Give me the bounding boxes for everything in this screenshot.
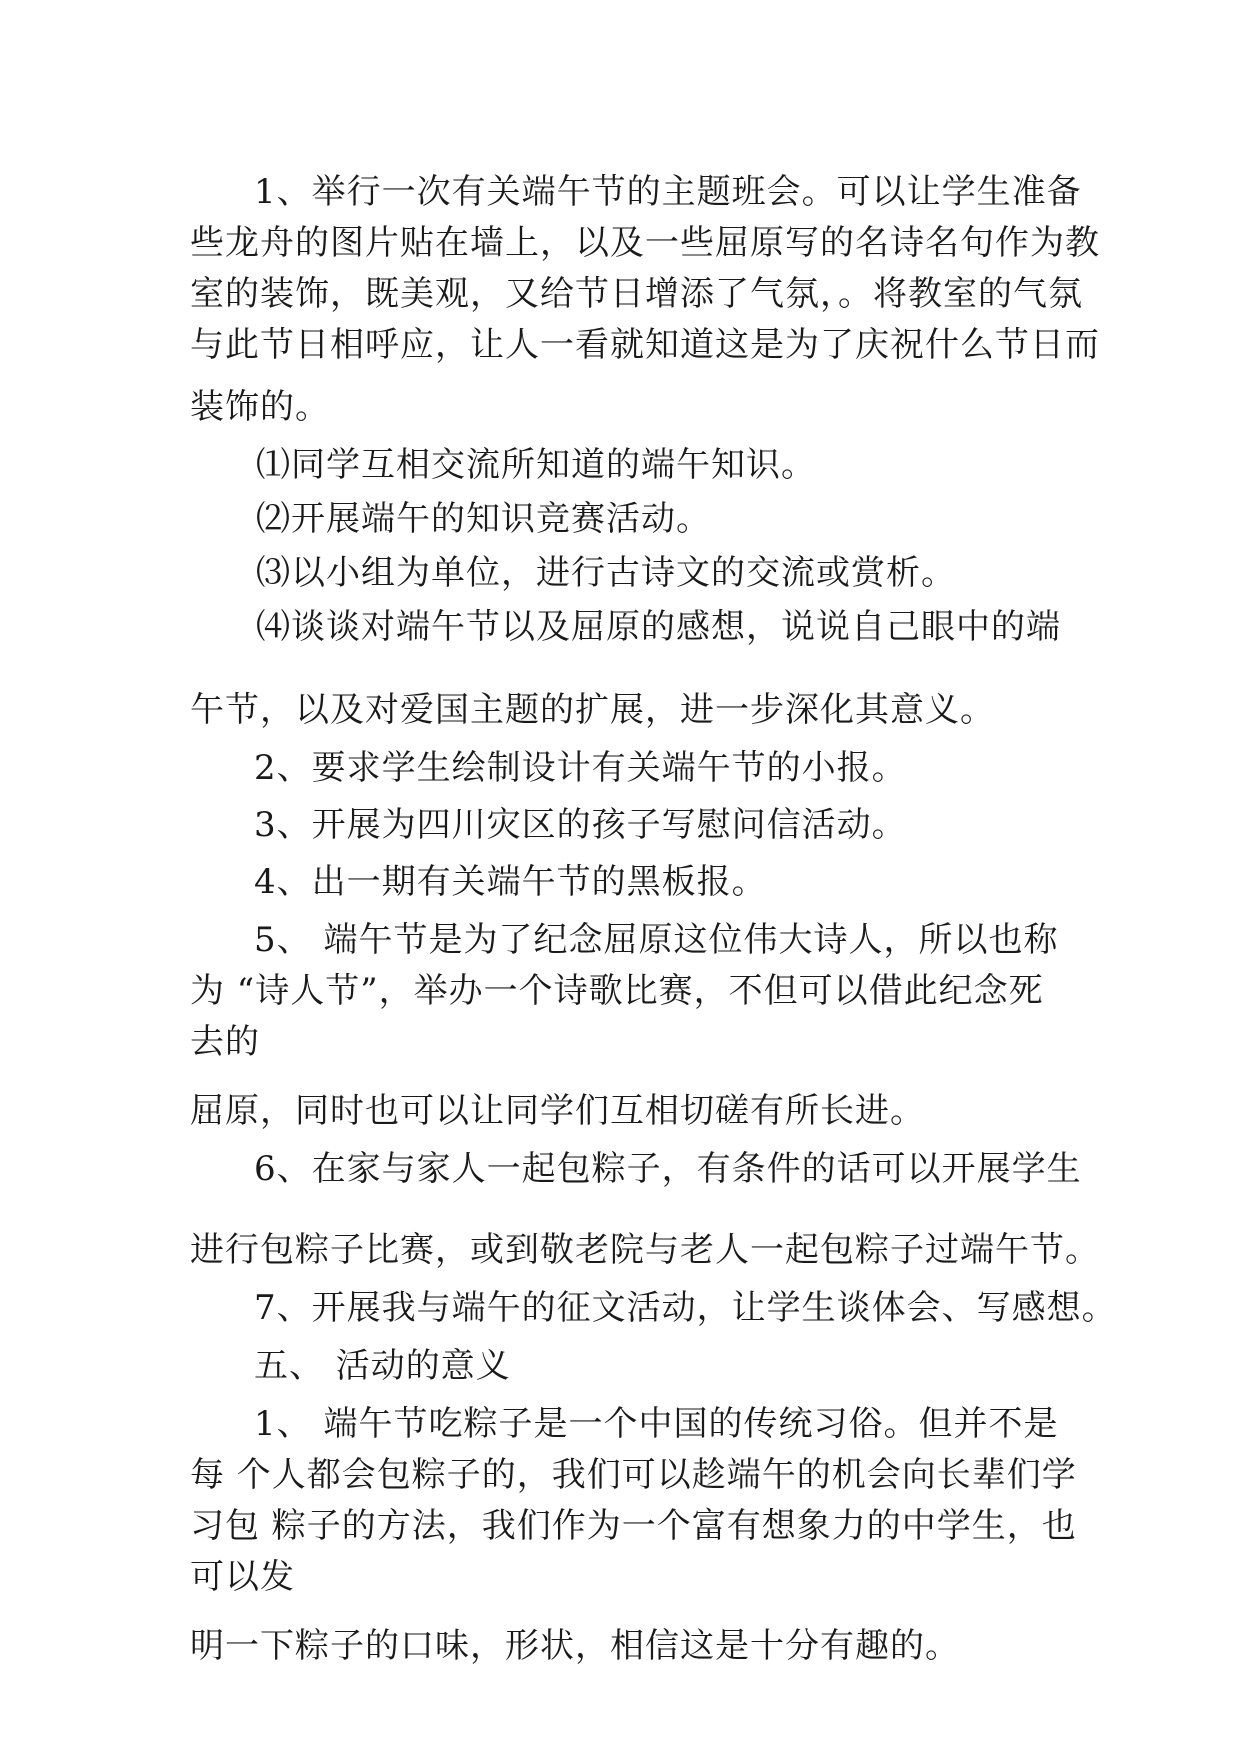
text-line: 7、开展我与端午的征文活动，让学生谈体会、写感想。 <box>254 1288 1117 1328</box>
text-line: 去的 <box>190 1022 260 1062</box>
text-line: 1、 端午节吃粽子是一个中国的传统习俗。但并不是 <box>254 1404 1059 1444</box>
text-line: 室的装饰，既美观，又给节日增添了气氛，。将教室的气氛 <box>190 274 1083 314</box>
text-line: 午节，以及对爱国主题的扩展，进一步深化其意义。 <box>190 690 995 730</box>
text-line: ⑴同学互相交流所知道的端午知识。 <box>256 445 816 485</box>
text-line: 每 个人都会包粽子的，我们可以趁端午的机会向长辈们学 <box>190 1455 1077 1495</box>
text-line: 些龙舟的图片贴在墙上，以及一些屈原写的名诗名句作为教 <box>190 223 1100 263</box>
text-line: 1、举行一次有关端午节的主题班会。可以让学生准备 <box>254 172 1082 212</box>
text-line: 6、在家与家人一起包粽子，有条件的话可以开展学生 <box>254 1149 1082 1189</box>
text-line: ⑵开展端午的知识竞赛活动。 <box>256 499 711 539</box>
text-line: 3、开展为四川灾区的孩子写慰问信活动。 <box>254 805 907 845</box>
text-line: 屈原，同时也可以让同学们互相切磋有所长进。 <box>190 1091 925 1131</box>
text-line: 与此节日相呼应，让人一看就知道这是为了庆祝什么节日而 <box>190 325 1100 365</box>
text-line: 5、 端午节是为了纪念屈原这位伟大诗人，所以也称 <box>254 920 1059 960</box>
text-line: 明一下粽子的口味，形状，相信这是十分有趣的。 <box>190 1626 960 1666</box>
text-line: 进行包粽子比赛，或到敬老院与老人一起包粽子过端午节。 <box>190 1230 1100 1270</box>
text-line: 可以发 <box>190 1557 295 1597</box>
text-line: ⑷谈谈对端午节以及屈原的感想，说说自己眼中的端 <box>256 607 1061 647</box>
section-heading: 五、 活动的意义 <box>254 1346 511 1386</box>
text-line: 习包 粽子的方法，我们作为一个富有想象力的中学生，也 <box>190 1506 1077 1546</box>
text-line: ⑶以小组为单位，进行古诗文的交流或赏析。 <box>256 553 956 593</box>
text-line: 2、要求学生绘制设计有关端午节的小报。 <box>254 748 907 788</box>
text-line: 为 “诗人节”，举办一个诗歌比赛，不但可以借此纪念死 <box>190 971 1044 1011</box>
text-line: 4、出一期有关端午节的黑板报。 <box>254 862 767 902</box>
text-line: 装饰的。 <box>190 387 330 427</box>
